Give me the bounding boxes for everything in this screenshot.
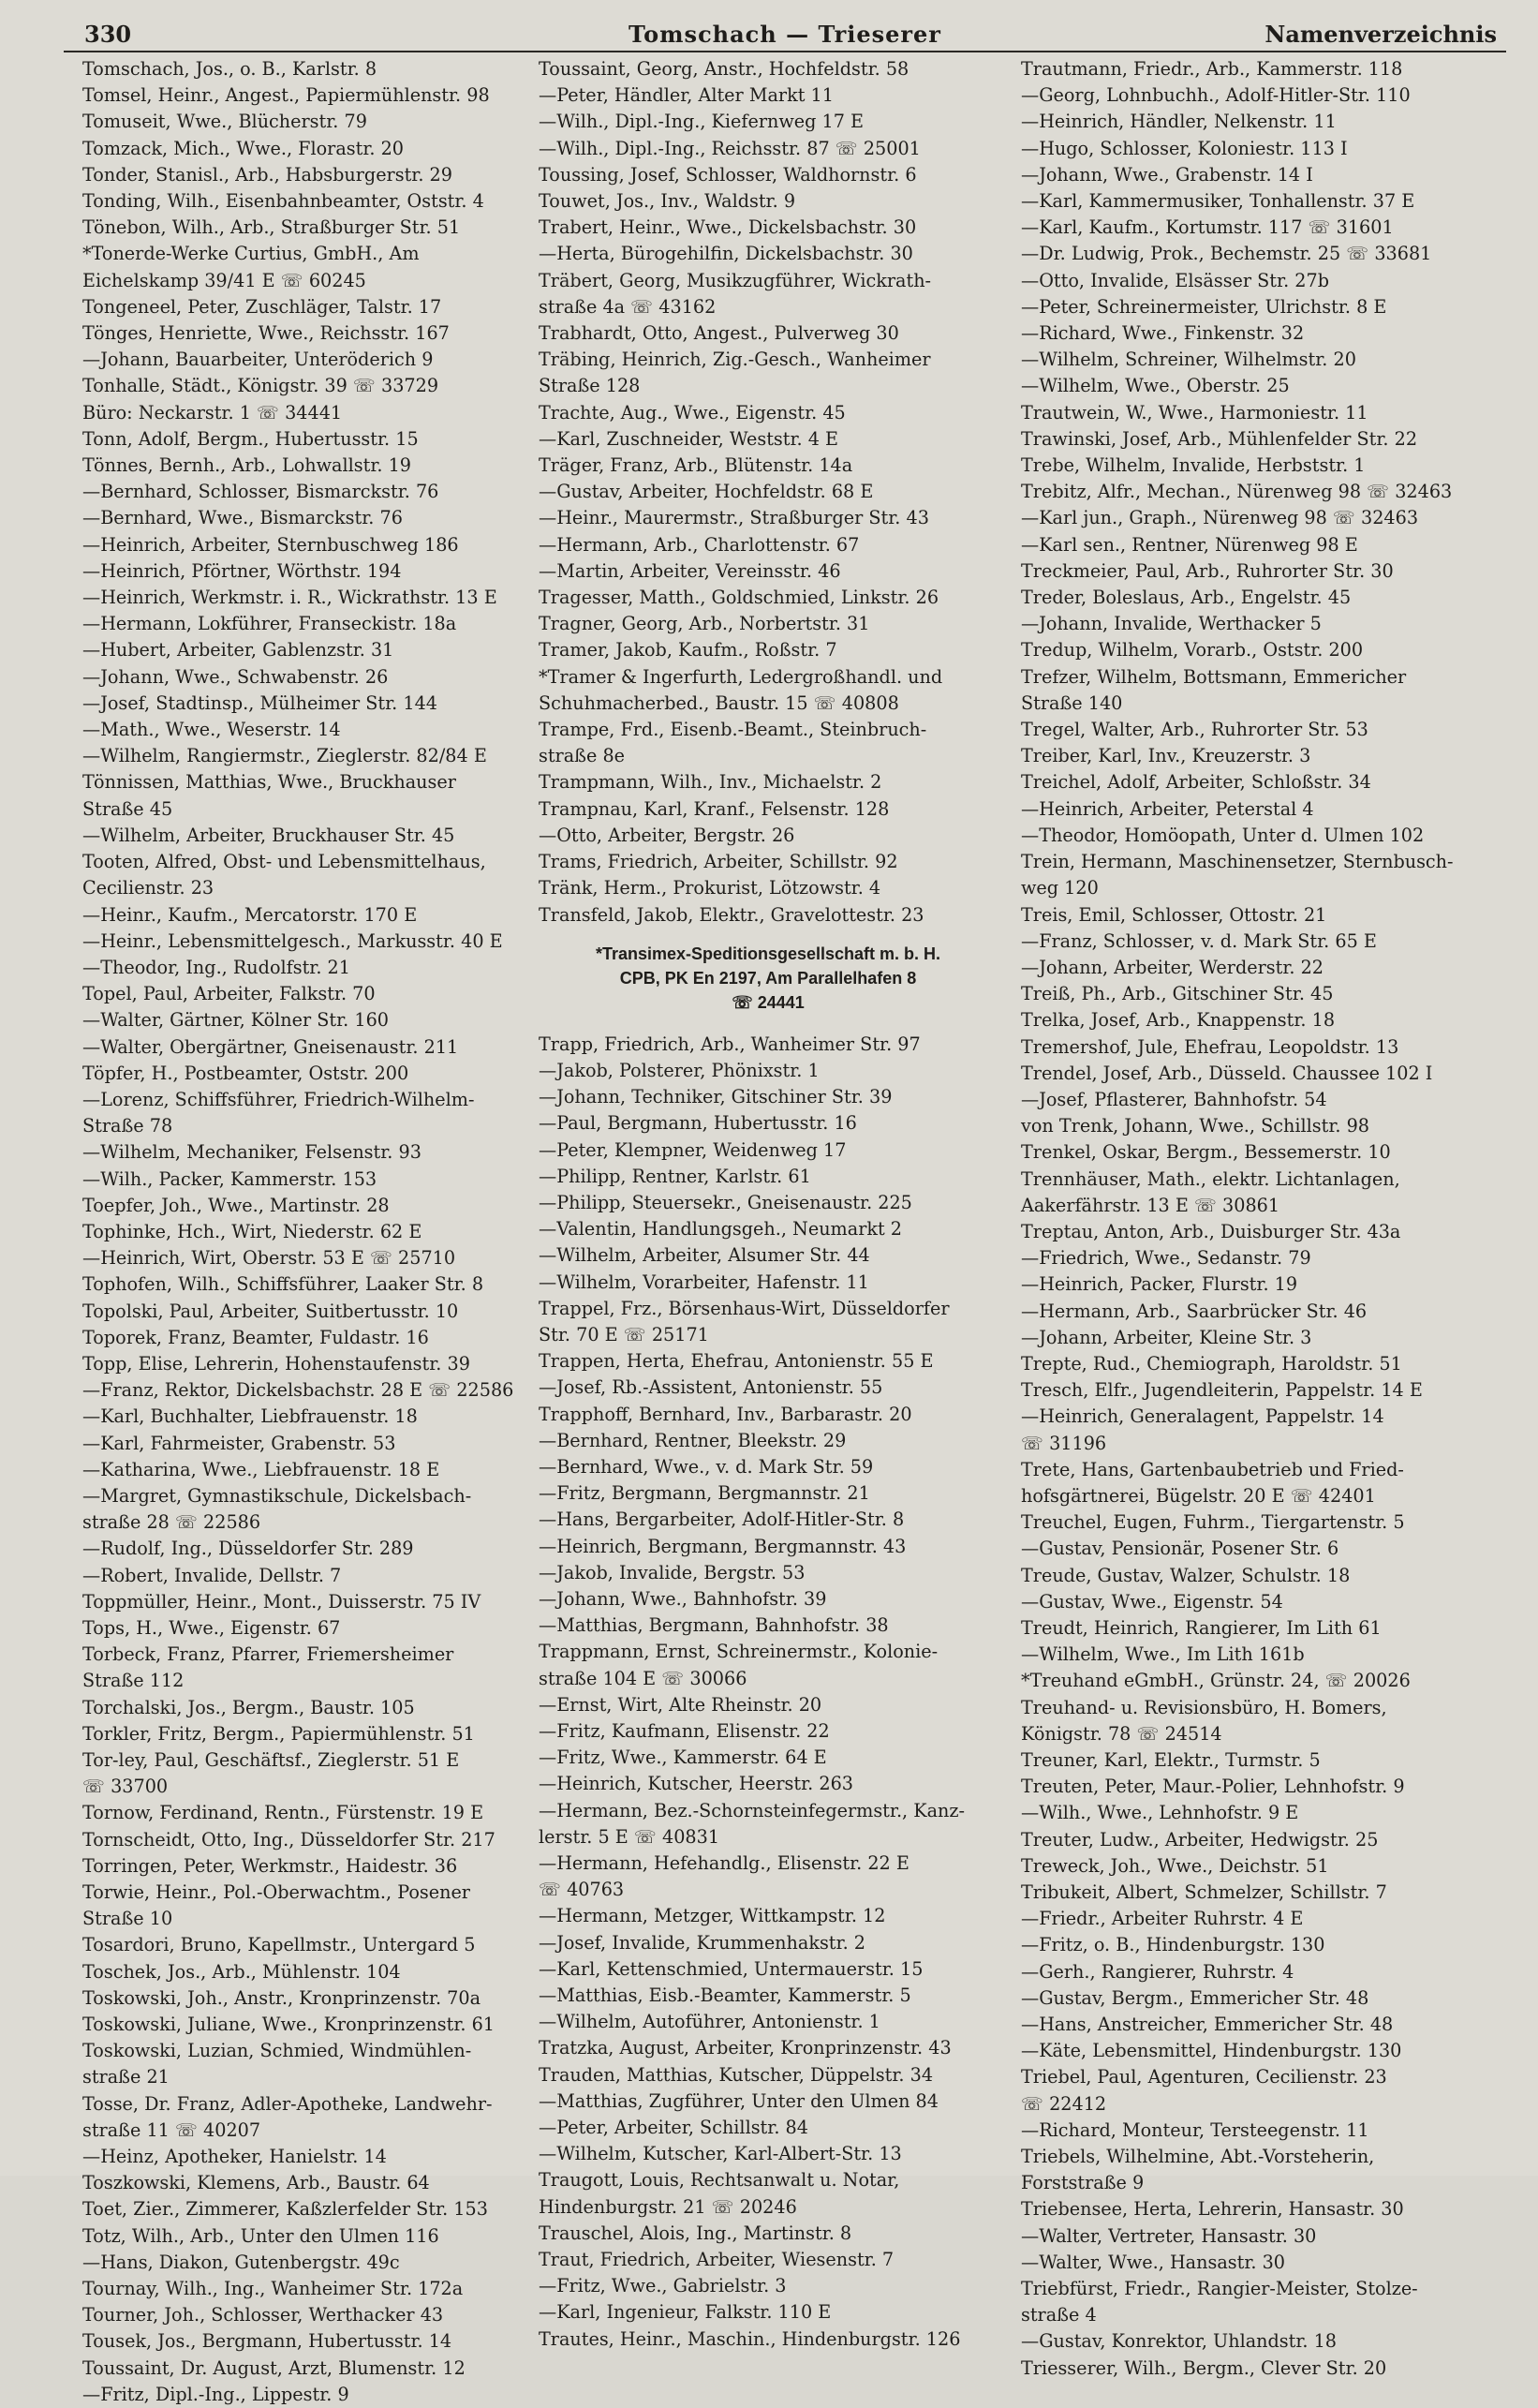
directory-entry-line: —Heinrich, Wirt, Oberstr. 53 E ☏ 25710 (82, 1247, 456, 1270)
directory-entry-line: Toporek, Franz, Beamter, Fuldastr. 16 (82, 1326, 429, 1348)
directory-entry-line: Forststraße 9 (1021, 2172, 1145, 2194)
directory-entry-line: Triebfürst, Friedr., Rangier-Meister, Stolze- (1021, 2278, 1418, 2300)
directory-entry-line: —Herta, Bürogehilfin, Dickelsbachstr. 30 (539, 243, 913, 265)
directory-entry-line: Trampnau, Karl, Kranf., Felsenstr. 128 (539, 797, 890, 820)
directory-entry-line: *Tonerde-Werke Curtius, GmbH., Am (82, 243, 420, 265)
directory-entry-line: Trebe, Wilhelm, Invalide, Herbststr. 1 (1021, 454, 1366, 477)
directory-entry-line: —Heinrich, Bergmann, Bergmannstr. 43 (539, 1535, 907, 1557)
directory-entry-line: Straße 78 (82, 1115, 173, 1137)
directory-entry-line: Tournay, Wilh., Ing., Wanheimer Str. 172a (82, 2278, 464, 2300)
directory-entry-line: —Gustav, Bergm., Emmericher Str. 48 (1021, 1986, 1369, 2009)
directory-entry-line: —Wilhelm, Arbeiter, Bruckhauser Str. 45 (82, 824, 455, 846)
directory-entry-line: —Matthias, Zugführer, Unter den Ulmen 84 (539, 2089, 939, 2112)
directory-entry-line: Toskowski, Luzian, Schmied, Windmühlen- (82, 2040, 472, 2062)
directory-entry-line: Tönnes, Bernh., Arb., Lohwallstr. 19 (82, 454, 411, 477)
directory-entry-line: —Otto, Arbeiter, Bergstr. 26 (539, 824, 795, 846)
directory-entry-line: Tragesser, Matth., Goldschmied, Linkstr. 26 (539, 587, 939, 609)
directory-entry-line: Trennhäuser, Math., elektr. Lichtanlagen, (1021, 1167, 1400, 1190)
directory-entry-line: —Johann, Wwe., Bahnhofstr. 39 (539, 1587, 827, 1610)
directory-entry-line: —Wilhelm, Autoführer, Antonienstr. 1 (539, 2011, 880, 2033)
directory-entry-line: —Richard, Wwe., Finkenstr. 32 (1021, 322, 1305, 345)
directory-entry-line: —Hermann, Metzger, Wittkampstr. 12 (539, 1905, 886, 1927)
directory-entry-line: Toszkowski, Klemens, Arb., Baustr. 64 (82, 2172, 430, 2194)
section-title: Namenverzeichnis (1264, 21, 1497, 48)
directory-entry-line: Transfeld, Jakob, Elektr., Gravelottestr. 23 (539, 903, 924, 926)
directory-entry-line: —Wilh., Packer, Kammerstr. 153 (82, 1167, 377, 1190)
directory-entry-line: Toussaint, Dr. August, Arzt, Blumenstr. 12 (82, 2356, 466, 2379)
ad-line-1: *Transimex-Speditionsgesellschaft m. b. H. (595, 944, 941, 963)
directory-entry-line: Treckmeier, Paul, Arb., Ruhrorter Str. 30 (1021, 559, 1394, 582)
directory-entry-line: Toschek, Jos., Arb., Mühlenstr. 104 (82, 1960, 401, 1983)
directory-entry-line: straße 4 (1021, 2304, 1097, 2326)
directory-entry-line: Straße 140 (1021, 691, 1123, 714)
directory-entry-line: Treiß, Ph., Arb., Gitschiner Str. 45 (1021, 983, 1334, 1005)
directory-entry-line: —Jakob, Polsterer, Phönixstr. 1 (539, 1059, 820, 1081)
directory-entry-line: —Peter, Arbeiter, Schillstr. 84 (539, 2117, 808, 2139)
directory-entry-line: Toppmüller, Heinr., Mont., Duisserstr. 75 IV (82, 1590, 481, 1613)
directory-entry-line: Trabhardt, Otto, Angest., Pulverweg 30 (539, 322, 899, 345)
directory-entry-line: weg 120 (1021, 877, 1099, 899)
directory-entry-line: Trappmann, Ernst, Schreinermstr., Kolonie- (539, 1641, 939, 1663)
directory-entry-line: —Franz, Rektor, Dickelsbachstr. 28 E ☏ 22586 (82, 1379, 514, 1402)
directory-entry-line: Triebensee, Herta, Lehrerin, Hansastr. 30 (1021, 2198, 1404, 2221)
directory-entry-line: Tramer, Jakob, Kaufm., Roßstr. 7 (539, 639, 837, 661)
directory-entry-line: Toskowski, Juliane, Wwe., Kronprinzenstr. 61 (82, 2014, 495, 2036)
directory-entry-line: —Otto, Invalide, Elsässer Str. 27b (1021, 269, 1329, 291)
directory-entry-line: Tosardori, Bruno, Kapellmstr., Untergard 5 (82, 1934, 476, 1956)
directory-entry-line: —Georg, Lohnbuchh., Adolf-Hitler-Str. 110 (1021, 84, 1411, 107)
directory-entry-line: —Wilhelm, Wwe., Oberstr. 25 (1021, 375, 1290, 397)
directory-entry-line: Tomschach, Jos., o. B., Karlstr. 8 (82, 58, 377, 80)
directory-entry-line: *Treuhand eGmbH., Grünstr. 24, ☏ 20026 (1021, 1670, 1411, 1692)
directory-entry-line: Tredup, Wilhelm, Vorarb., Oststr. 200 (1021, 639, 1364, 661)
directory-entry-line: —Heinrich, Arbeiter, Sternbuschweg 186 (82, 533, 459, 556)
directory-entry-line: *Tramer & Ingerfurth, Ledergroßhandl. und (539, 665, 943, 688)
directory-entry-line: Straße 45 (82, 797, 173, 820)
directory-entry-line: von Trenk, Johann, Wwe., Schillstr. 98 (1021, 1115, 1370, 1137)
directory-entry-line: —Johann, Wwe., Grabenstr. 14 I (1021, 163, 1313, 186)
directory-entry-line: Trendel, Josef, Arb., Düsseld. Chaussee 102 I (1021, 1062, 1433, 1084)
directory-entry-line: Trefzer, Wilhelm, Bottsmann, Emmericher (1021, 665, 1407, 688)
directory-entry-line: —Wilhelm, Kutscher, Karl-Albert-Str. 13 (539, 2143, 902, 2165)
directory-entry-line: straße 11 ☏ 40207 (82, 2118, 261, 2141)
directory-entry-line: Cecilienstr. 23 (82, 877, 214, 899)
directory-entry-line: Totz, Wilh., Arb., Unter den Ulmen 116 (82, 2224, 439, 2247)
directory-entry-line: —Hans, Anstreicher, Emmericher Str. 48 (1021, 2014, 1394, 2036)
directory-entry-line: —Karl sen., Rentner, Nürenweg 98 E (1021, 533, 1358, 556)
directory-entry-line: Hindenburgstr. 21 ☏ 20246 (539, 2195, 797, 2218)
directory-entry-line: —Karl, Zuschneider, Weststr. 4 E (539, 427, 839, 450)
directory-entry-line: —Karl, Buchhalter, Liebfrauenstr. 18 (82, 1405, 418, 1428)
directory-entry-line: —Franz, Schlosser, v. d. Mark Str. 65 E (1021, 929, 1377, 952)
directory-entry-line: straße 28 ☏ 22586 (82, 1511, 261, 1534)
directory-entry-line: —Johann, Arbeiter, Werderstr. 22 (1021, 956, 1324, 978)
directory-entry-line: Trampe, Frd., Eisenb.-Beamt., Steinbruch- (539, 719, 927, 741)
directory-entry-line: —Johann, Bauarbeiter, Unteröderich 9 (82, 349, 434, 371)
directory-entry-line: Treuter, Ludw., Arbeiter, Hedwigstr. 25 (1021, 1828, 1379, 1851)
directory-entry-line: —Katharina, Wwe., Liebfrauenstr. 18 E (82, 1458, 440, 1480)
directory-entry-line: —Valentin, Handlungsgeh., Neumarkt 2 (539, 1218, 903, 1241)
directory-entry-line: —Matthias, Eisb.-Beamter, Kammerstr. 5 (539, 1984, 911, 2007)
directory-entry-line: —Math., Wwe., Weserstr. 14 (82, 719, 341, 741)
column-3 (1021, 56, 1499, 2379)
directory-entry-line: Träbing, Heinrich, Zig.-Gesch., Wanheimer (539, 349, 931, 371)
directory-entry-line: —Karl, Fahrmeister, Grabenstr. 53 (82, 1432, 396, 1454)
directory-entry-line: Tonhalle, Städt., Königstr. 39 ☏ 33729 (82, 375, 439, 397)
directory-entry-line: Tribukeit, Albert, Schmelzer, Schillstr. 7 (1021, 1881, 1387, 1904)
directory-entry-line: —Wilh., Dipl.-Ing., Kiefernweg 17 E (539, 111, 865, 133)
directory-entry-line: Trawinski, Josef, Arb., Mühlenfelder Str. 22 (1021, 427, 1418, 450)
directory-entry-line: Treis, Emil, Schlosser, Ottostr. 21 (1021, 903, 1327, 926)
directory-entry-line: Triesserer, Wilh., Bergm., Clever Str. 20 (1021, 2356, 1387, 2379)
directory-entry-line: Tönnissen, Matthias, Wwe., Bruckhauser (82, 771, 456, 794)
directory-entry-line: —Martin, Arbeiter, Vereinsstr. 46 (539, 559, 841, 582)
directory-entry-line: Trauschel, Alois, Ing., Martinstr. 8 (539, 2222, 852, 2244)
directory-entry-line: —Lorenz, Schiffsführer, Friedrich-Wilhelm- (82, 1088, 475, 1110)
directory-entry-line: Toet, Zier., Zimmerer, Kaßzlerfelder Str. 153 (82, 2198, 488, 2221)
directory-entry-line: —Hugo, Schlosser, Koloniestr. 113 I (1021, 137, 1348, 159)
column-1 (82, 56, 560, 2405)
directory-entry-line: ☏ 33700 (82, 1776, 169, 1798)
directory-entry-line: —Gustav, Wwe., Eigenstr. 54 (1021, 1590, 1283, 1613)
directory-entry-line: —Fritz, o. B., Hindenburgstr. 130 (1021, 1934, 1325, 1956)
directory-entry-line: Tönges, Henriette, Wwe., Reichsstr. 167 (82, 322, 450, 345)
ad-line-3: ☏ 24441 (732, 992, 805, 1012)
directory-entry-line: —Robert, Invalide, Dellstr. 7 (82, 1564, 342, 1586)
directory-entry-line: Trabert, Heinr., Wwe., Dickelsbachstr. 30 (539, 216, 917, 239)
directory-entry-line: Tresch, Elfr., Jugendleiterin, Pappelstr. 14 E (1021, 1379, 1423, 1402)
directory-entry-line: —Fritz, Bergmann, Bergmannstr. 21 (539, 1482, 870, 1505)
directory-entry-line: Trappel, Frz., Börsenhaus-Wirt, Düsseldorfer (539, 1297, 950, 1319)
directory-entry-line: —Bernhard, Schlosser, Bismarckstr. 76 (82, 481, 439, 503)
directory-entry-line: —Walter, Wwe., Hansastr. 30 (1021, 2251, 1285, 2273)
directory-entry-line: Tremershof, Jule, Ehefrau, Leopoldstr. 13 (1021, 1035, 1399, 1058)
directory-entry-line: —Gustav, Arbeiter, Hochfeldstr. 68 E (539, 481, 874, 503)
directory-entry-line: —Heinz, Apotheker, Hanielstr. 14 (82, 2146, 387, 2168)
directory-entry-line: Traugott, Louis, Rechtsanwalt u. Notar, (539, 2169, 900, 2192)
directory-entry-line: —Philipp, Steuersekr., Gneisenaustr. 225 (539, 1191, 912, 1213)
directory-entry-line: —Theodor, Homöopath, Unter d. Ulmen 102 (1021, 824, 1425, 846)
directory-entry-line: —Hermann, Arb., Charlottenstr. 67 (539, 533, 860, 556)
directory-entry-line: —Heinr., Kaufm., Mercatorstr. 170 E (82, 903, 418, 926)
directory-entry-line: Tregel, Walter, Arb., Ruhrorter Str. 53 (1021, 719, 1368, 741)
directory-entry-line: Torchalski, Jos., Bergm., Baustr. 105 (82, 1696, 415, 1718)
directory-entry-line: —Heinrich, Arbeiter, Peterstal 4 (1021, 797, 1314, 820)
directory-entry-line: —Peter, Händler, Alter Markt 11 (539, 84, 834, 107)
directory-entry-line: Treptau, Anton, Arb., Duisburger Str. 43a (1021, 1220, 1401, 1242)
directory-entry-line: —Ernst, Wirt, Alte Rheinstr. 20 (539, 1693, 822, 1716)
directory-entry-line: straße 21 (82, 2066, 170, 2088)
directory-entry-line: —Friedr., Arbeiter Ruhrstr. 4 E (1021, 1908, 1304, 1930)
directory-entry-line: —Heinr., Maurermstr., Straßburger Str. 43 (539, 507, 929, 529)
directory-entry-line: Trein, Hermann, Maschinensetzer, Sternbusch- (1021, 851, 1454, 873)
directory-entry-line: —Wilhelm, Wwe., Im Lith 161b (1021, 1643, 1305, 1666)
directory-entry-line: Tönebon, Wilh., Arb., Straßburger Str. 51 (82, 216, 461, 239)
directory-entry-line: lerstr. 5 E ☏ 40831 (539, 1825, 720, 1848)
directory-entry-line: Treder, Boleslaus, Arb., Engelstr. 45 (1021, 587, 1352, 609)
directory-entry-line: Treweck, Joh., Wwe., Deichstr. 51 (1021, 1854, 1329, 1877)
directory-entry-line: Tonding, Wilh., Eisenbahnbeamter, Oststr. 4 (82, 190, 484, 213)
directory-entry-line: Topp, Elise, Lehrerin, Hohenstaufenstr. 39 (82, 1352, 470, 1375)
directory-entry-line: Tragner, Georg, Arb., Norbertstr. 31 (539, 613, 870, 635)
directory-entry-line: Trampmann, Wilh., Inv., Michaelstr. 2 (539, 771, 882, 794)
directory-entry-line: Treichel, Adolf, Arbeiter, Schloßstr. 34 (1021, 771, 1371, 794)
directory-entry-line: Trauden, Matthias, Kutscher, Düppelstr. 34 (539, 2063, 934, 2086)
directory-entry-line: Tousek, Jos., Bergmann, Hubertusstr. 14 (82, 2330, 452, 2353)
directory-entry-line: Treudt, Heinrich, Rangierer, Im Lith 61 (1021, 1616, 1382, 1639)
directory-entry-line: Trautes, Heinr., Maschin., Hindenburgstr. 126 (539, 2327, 961, 2350)
directory-entry-line: Torringen, Peter, Werkmstr., Haidestr. 36 (82, 1854, 458, 1877)
directory-entry-line: Trams, Friedrich, Arbeiter, Schillstr. 92 (539, 851, 898, 873)
directory-entry-line: ☏ 22412 (1021, 2092, 1107, 2115)
page-number: 330 (84, 21, 132, 48)
directory-entry-line: —Wilhelm, Schreiner, Wilhelmstr. 20 (1021, 349, 1356, 371)
directory-entry-line: —Karl jun., Graph., Nürenweg 98 ☏ 32463 (1021, 507, 1419, 529)
directory-entry-line: Tophinke, Hch., Wirt, Niederstr. 62 E (82, 1220, 422, 1242)
directory-entry-line: —Josef, Pflasterer, Bahnhofstr. 54 (1021, 1088, 1327, 1110)
directory-entry-line: —Philipp, Rentner, Karlstr. 61 (539, 1165, 811, 1187)
directory-entry-line: Trautwein, W., Wwe., Harmoniestr. 11 (1021, 401, 1368, 424)
directory-entry-line: —Fritz, Kaufmann, Elisenstr. 22 (539, 1719, 830, 1742)
directory-entry-line: Träbert, Georg, Musikzugführer, Wickrath- (539, 269, 932, 291)
directory-entry-line: Treude, Gustav, Walzer, Schulstr. 18 (1021, 1564, 1351, 1586)
directory-entry-line: —Jakob, Invalide, Bergstr. 53 (539, 1561, 806, 1583)
directory-entry-line: Trautmann, Friedr., Arb., Kammerstr. 118 (1021, 58, 1403, 80)
directory-entry-line: Traut, Friedrich, Arbeiter, Wiesenstr. 7 (539, 2249, 895, 2271)
directory-entry-line: Torkler, Fritz, Bergm., Papiermühlenstr. 51 (82, 1722, 475, 1745)
advertisement-block (539, 942, 1016, 1015)
directory-entry-line: —Josef, Invalide, Krummenhakstr. 2 (539, 1931, 865, 1954)
directory-entry-line: Tornow, Ferdinand, Rentn., Fürstenstr. 19 E (82, 1802, 484, 1824)
directory-entry-line: Trete, Hans, Gartenbaubetrieb und Fried- (1021, 1458, 1404, 1480)
directory-entry-line: Schuhmacherbed., Baustr. 15 ☏ 40808 (539, 691, 899, 714)
directory-entry-line: Trenkel, Oskar, Bergm., Bessemerstr. 10 (1021, 1141, 1391, 1164)
directory-entry-line: —Wilh., Wwe., Lehnhofstr. 9 E (1021, 1802, 1299, 1824)
page-title: Tomschach — Trieserer (629, 21, 941, 48)
directory-entry-line: Tornscheidt, Otto, Ing., Düsseldorfer Str. 217 (82, 1828, 495, 1851)
directory-entry-line: Tratzka, August, Arbeiter, Kronprinzenstr. 43 (539, 2037, 952, 2059)
directory-entry-line: —Heinrich, Werkmstr. i. R., Wickrathstr. 13 E (82, 587, 497, 609)
directory-entry-line: —Wilhelm, Arbeiter, Alsumer Str. 44 (539, 1244, 870, 1267)
directory-entry-line: —Theodor, Ing., Rudolfstr. 21 (82, 956, 350, 978)
directory-entry-line: Trachte, Aug., Wwe., Eigenstr. 45 (539, 401, 846, 424)
directory-entry-line: —Gustav, Pensionär, Posener Str. 6 (1021, 1538, 1339, 1560)
directory-entry-line: —Fritz, Wwe., Kammerstr. 64 E (539, 1747, 827, 1769)
directory-entry-line: —Dr. Ludwig, Prok., Bechemstr. 25 ☏ 33681 (1021, 243, 1432, 265)
directory-entry-line: ☏ 40763 (539, 1879, 625, 1901)
directory-entry-line: Tränk, Herm., Prokurist, Lötzowstr. 4 (539, 877, 881, 899)
directory-entry-line: Toussaint, Georg, Anstr., Hochfeldstr. 58 (539, 58, 909, 80)
directory-entry-line: —Hermann, Lokführer, Franseckistr. 18a (82, 613, 457, 635)
directory-entry-line: —Wilhelm, Mechaniker, Felsenstr. 93 (82, 1141, 421, 1164)
directory-entry-line: —Heinrich, Händler, Nelkenstr. 11 (1021, 111, 1337, 133)
directory-entry-line: straße 104 E ☏ 30066 (539, 1667, 747, 1689)
directory-entry-line: —Hermann, Hefehandlg., Elisenstr. 22 E (539, 1852, 909, 1874)
directory-entry-line: Töpfer, H., Postbeamter, Oststr. 200 (82, 1062, 409, 1084)
column-2-bottom (539, 1032, 1016, 2353)
directory-entry-line: Trelka, Josef, Arb., Knappenstr. 18 (1021, 1009, 1336, 1032)
directory-entry-line: Trepte, Rud., Chemiograph, Haroldstr. 51 (1021, 1352, 1402, 1375)
directory-entry-line: —Fritz, Wwe., Gabrielstr. 3 (539, 2275, 787, 2297)
page-header (64, 17, 1506, 52)
directory-entry-line: Toskowski, Joh., Anstr., Kronprinzenstr. 70a (82, 1986, 481, 2009)
directory-entry-line: Tooten, Alfred, Obst- und Lebensmittelhaus, (82, 851, 486, 873)
directory-entry-line: —Hermann, Bez.-Schornsteinfegermstr., Kanz- (539, 1799, 965, 1821)
directory-entry-line: Str. 70 E ☏ 25171 (539, 1323, 709, 1345)
directory-entry-line: —Heinrich, Packer, Flurstr. 19 (1021, 1273, 1298, 1296)
directory-entry-line: —Johann, Arbeiter, Kleine Str. 3 (1021, 1326, 1312, 1348)
directory-entry-line: Topolski, Paul, Arbeiter, Suitbertusstr. 10 (82, 1300, 459, 1322)
directory-entry-line: straße 4a ☏ 43162 (539, 295, 717, 318)
directory-entry-line: —Rudolf, Ing., Düsseldorfer Str. 289 (82, 1538, 414, 1560)
directory-entry-line: Straße 10 (82, 1908, 173, 1930)
directory-entry-line: hofsgärtnerei, Bügelstr. 20 E ☏ 42401 (1021, 1484, 1376, 1507)
directory-entry-line: —Heinrich, Generalagent, Pappelstr. 14 (1021, 1405, 1384, 1428)
directory-entry-line: Toepfer, Joh., Wwe., Martinstr. 28 (82, 1194, 390, 1216)
directory-entry-line: —Heinr., Lebensmittelgesch., Markusstr. 40 E (82, 929, 503, 952)
directory-entry-line: —Walter, Vertreter, Hansastr. 30 (1021, 2224, 1317, 2247)
directory-entry-line: Tomsel, Heinr., Angest., Papiermühlenstr. 98 (82, 84, 490, 107)
directory-entry-line: Treiber, Karl, Inv., Kreuzerstr. 3 (1021, 745, 1311, 767)
directory-entry-line: —Hubert, Arbeiter, Gablenzstr. 31 (82, 639, 394, 661)
directory-entry-line: —Friedrich, Wwe., Sedanstr. 79 (1021, 1247, 1311, 1270)
directory-entry-line: Triebels, Wilhelmine, Abt.-Vorsteherin, (1021, 2146, 1375, 2168)
directory-entry-line: Aakerfährstr. 13 E ☏ 30861 (1021, 1194, 1280, 1216)
directory-entry-line: straße 8e (539, 745, 626, 767)
directory-entry-line: —Bernhard, Wwe., v. d. Mark Str. 59 (539, 1455, 874, 1478)
directory-entry-line: Tomuseit, Wwe., Blücherstr. 79 (82, 111, 367, 133)
directory-entry-line: —Johann, Invalide, Werthacker 5 (1021, 613, 1322, 635)
directory-entry-line: Tongeneel, Peter, Zuschläger, Talstr. 17 (82, 295, 442, 318)
directory-entry-line: —Karl, Ingenieur, Falkstr. 110 E (539, 2301, 832, 2324)
directory-entry-line: Tonder, Stanisl., Arb., Habsburgerstr. 29 (82, 163, 452, 186)
directory-entry-line: —Wilhelm, Vorarbeiter, Hafenstr. 11 (539, 1271, 869, 1293)
directory-entry-line: Treuner, Karl, Elektr., Turmstr. 5 (1021, 1749, 1321, 1771)
directory-entry-line: Straße 128 (539, 375, 641, 397)
directory-entry-line: Trappen, Herta, Ehefrau, Antonienstr. 55 E (539, 1350, 934, 1373)
directory-entry-line: Tops, H., Wwe., Eigenstr. 67 (82, 1616, 341, 1639)
directory-entry-line: —Bernhard, Rentner, Bleekstr. 29 (539, 1429, 847, 1451)
directory-entry-line: Treuhand- u. Revisionsbüro, H. Bomers, (1021, 1696, 1387, 1718)
directory-entry-line: —Wilh., Dipl.-Ing., Reichsstr. 87 ☏ 25001 (539, 137, 921, 159)
directory-entry-line: —Walter, Obergärtner, Gneisenaustr. 211 (82, 1035, 459, 1058)
directory-entry-line: —Hans, Diakon, Gutenbergstr. 49c (82, 2251, 400, 2273)
directory-entry-line: —Paul, Bergmann, Hubertusstr. 16 (539, 1112, 857, 1135)
directory-entry-line: Tor-ley, Paul, Geschäftsf., Zieglerstr. 51 E (82, 1749, 460, 1771)
ad-line-2: CPB, PK En 2197, Am Parallelhafen 8 (619, 968, 917, 988)
directory-entry-line: —Karl, Kaufm., Kortumstr. 117 ☏ 31601 (1021, 216, 1394, 239)
directory-entry-line: —Wilhelm, Rangiermstr., Zieglerstr. 82/84 E (82, 745, 487, 767)
directory-entry-line: Tosse, Dr. Franz, Adler-Apotheke, Landwehr- (82, 2092, 493, 2115)
directory-entry-line: Treuten, Peter, Maur.-Polier, Lehnhofstr. 9 (1021, 1776, 1405, 1798)
directory-entry-line: Toussing, Josef, Schlosser, Waldhornstr. 6 (539, 163, 917, 186)
directory-entry-line: —Bernhard, Wwe., Bismarckstr. 76 (82, 507, 403, 529)
directory-entry-line: Touwet, Jos., Inv., Waldstr. 9 (539, 190, 796, 213)
directory-entry-line: —Heinrich, Pförtner, Wörthstr. 194 (82, 559, 402, 582)
directory-entry-line: Tourner, Joh., Schlosser, Werthacker 43 (82, 2304, 444, 2326)
directory-entry-line: —Peter, Klempner, Weidenweg 17 (539, 1138, 847, 1161)
directory-entry-line: —Heinrich, Kutscher, Heerstr. 263 (539, 1773, 853, 1795)
column-2-top (539, 56, 1016, 929)
directory-entry-line: Straße 112 (82, 1670, 185, 1692)
directory-entry-line: —Walter, Gärtner, Kölner Str. 160 (82, 1009, 389, 1032)
directory-entry-line: Topel, Paul, Arbeiter, Falkstr. 70 (82, 983, 376, 1005)
directory-entry-line: ☏ 31196 (1021, 1432, 1107, 1454)
directory-entry-line: Trapp, Friedrich, Arb., Wanheimer Str. 97 (539, 1033, 921, 1055)
directory-entry-line: Tonn, Adolf, Bergm., Hubertusstr. 15 (82, 427, 419, 450)
directory-entry-line: —Gerh., Rangierer, Ruhrstr. 4 (1021, 1960, 1294, 1983)
directory-entry-line: —Karl, Kammermusiker, Tonhallenstr. 37 E (1021, 190, 1415, 213)
directory-entry-line: —Margret, Gymnastikschule, Dickelsbach- (82, 1484, 472, 1507)
directory-entry-line: Trebitz, Alfr., Mechan., Nürenweg 98 ☏ 32463 (1021, 481, 1453, 503)
directory-entry-line: Torbeck, Franz, Pfarrer, Friemersheimer (82, 1643, 454, 1666)
directory-entry-line: —Hermann, Arb., Saarbrücker Str. 46 (1021, 1300, 1368, 1322)
directory-entry-line: —Käte, Lebensmittel, Hindenburgstr. 130 (1021, 2040, 1402, 2062)
directory-entry-line: —Peter, Schreinermeister, Ulrichstr. 8 E (1021, 295, 1387, 318)
directory-entry-line: Triebel, Paul, Agenturen, Cecilienstr. 23 (1021, 2066, 1387, 2088)
directory-entry-line: Büro: Neckarstr. 1 ☏ 34441 (82, 401, 343, 424)
directory-entry-line: Eichelskamp 39/41 E ☏ 60245 (82, 269, 366, 291)
directory-entry-line: Königstr. 78 ☏ 24514 (1021, 1722, 1222, 1745)
directory-entry-line: —Richard, Monteur, Tersteegenstr. 11 (1021, 2118, 1369, 2141)
directory-entry-line: —Johann, Wwe., Schwabenstr. 26 (82, 665, 389, 688)
directory-entry-line: —Fritz, Dipl.-Ing., Lippestr. 9 (82, 2383, 349, 2405)
directory-entry-line: —Josef, Stadtinsp., Mülheimer Str. 144 (82, 691, 438, 714)
directory-entry-line: —Josef, Rb.-Assistent, Antonienstr. 55 (539, 1376, 883, 1399)
directory-entry-line: Torwie, Heinr., Pol.-Oberwachtm., Posener (82, 1881, 470, 1904)
directory-entry-line: —Johann, Techniker, Gitschiner Str. 39 (539, 1086, 893, 1108)
directory-entry-line: —Matthias, Bergmann, Bahnhofstr. 38 (539, 1614, 889, 1637)
directory-entry-line: —Gustav, Konrektor, Uhlandstr. 18 (1021, 2330, 1338, 2353)
directory-entry-line: —Hans, Bergarbeiter, Adolf-Hitler-Str. 8 (539, 1509, 905, 1531)
directory-entry-line: Tophofen, Wilh., Schiffsführer, Laaker Str. 8 (82, 1273, 484, 1296)
directory-entry-line: Trapphoff, Bernhard, Inv., Barbarastr. 20 (539, 1403, 912, 1425)
column-2 (539, 56, 1016, 2350)
directory-entry-line: Träger, Franz, Arb., Blütenstr. 14a (539, 454, 853, 477)
directory-entry-line: Treuchel, Eugen, Fuhrm., Tiergartenstr. 5 (1021, 1511, 1405, 1534)
directory-entry-line: —Karl, Kettenschmied, Untermauerstr. 15 (539, 1957, 924, 1980)
directory-entry-line: Tomzack, Mich., Wwe., Florastr. 20 (82, 137, 405, 159)
